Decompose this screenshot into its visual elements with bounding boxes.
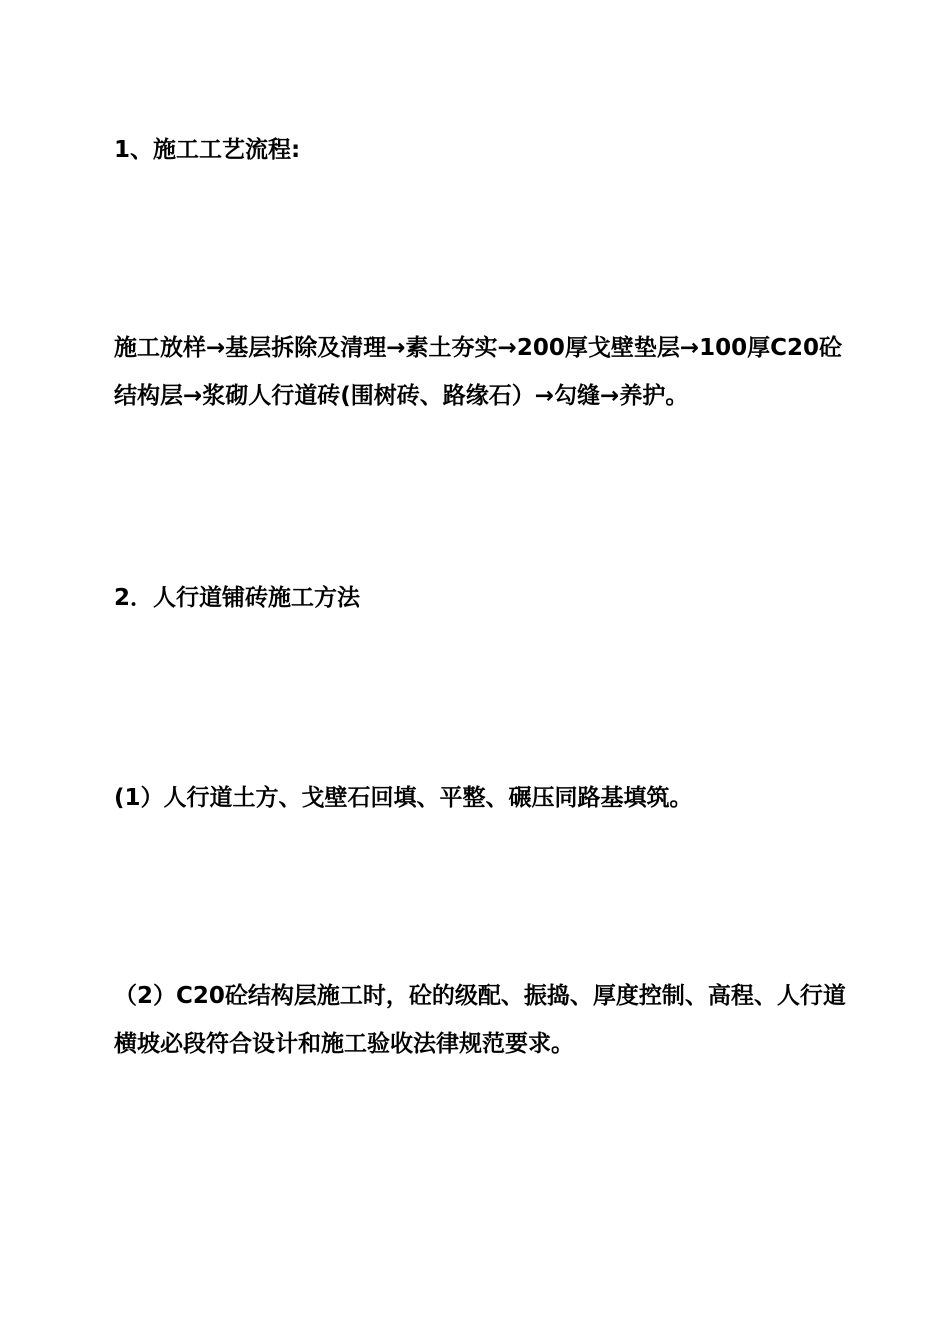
process-flow-paragraph: 施工放样→基层拆除及清理→素土夯实→200厚戈壁垫层→100厚C20砼结构层→浆砌人行道砖(围树砖、路缘石）→勾缝→养护。 [114, 335, 842, 409]
method-item-2: （2）C20砼结构层施工时，砼的级配、振捣、厚度控制、高程、人行道横坡必段符合设计和施工验收法律规范要求。 [114, 983, 846, 1057]
method-item-1: (1）人行道土方、戈壁石回填、平整、碾压同路基填筑。 [114, 785, 693, 811]
section-heading-construction-process: 1、施工工艺流程: [114, 137, 301, 163]
section-heading-sidewalk-paving-method: 2．人行道铺砖施工方法 [114, 585, 361, 611]
